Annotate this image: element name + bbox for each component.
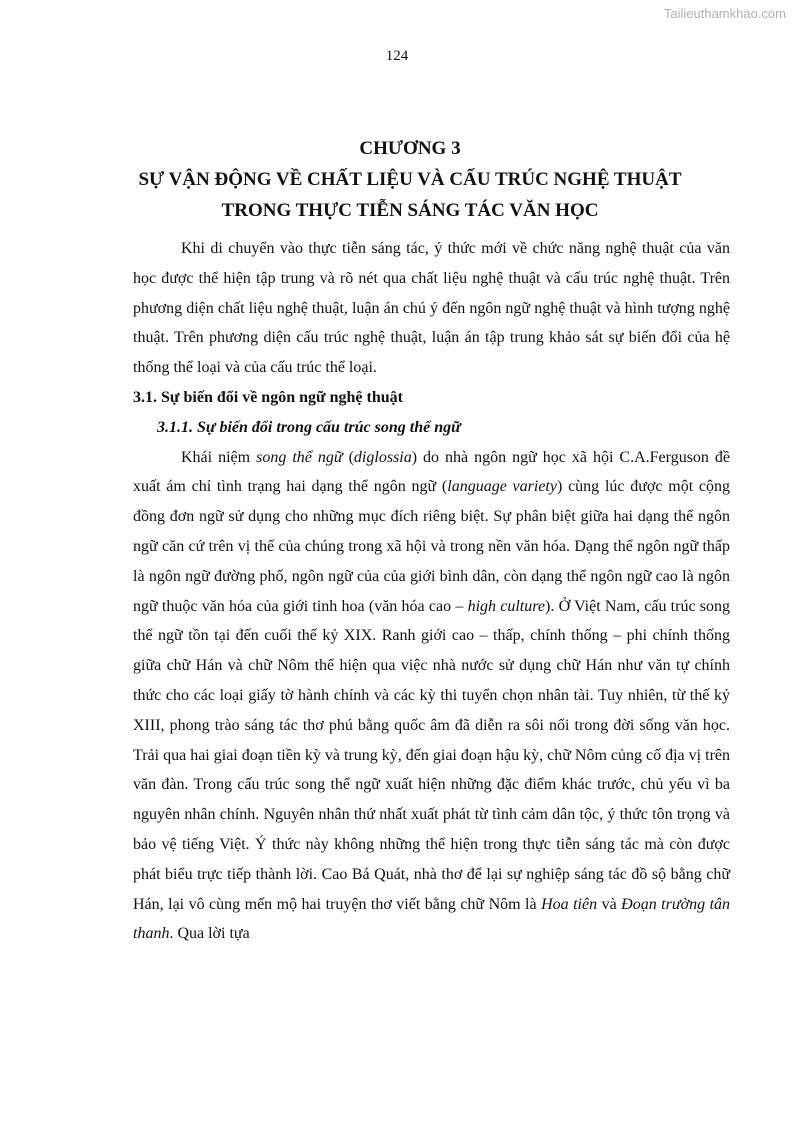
italic-term: language variety — [447, 478, 557, 496]
text-run: . Qua lời tựa — [169, 925, 250, 943]
intro-paragraph: Khi di chuyển vào thực tiễn sáng tác, ý thức mới về chức năng nghệ thuật của văn học được thể hiện tập trung và rõ nét qua chất liệu nghệ thuật và cấu trúc nghệ thuật. Trên phương diện chất liệu nghệ thuật, luận án chú ý đến ngôn ngữ nghệ thuật và hình tượng nghệ thuật. Trên phương diện cấu trúc nghệ thuật, luận án tập trung khảo sát sự biến đổi của hệ thống thể loại và của cấu trúc thể loại. — [133, 240, 730, 377]
italic-term: high culture — [467, 597, 545, 615]
chapter-number: CHƯƠNG 3 — [359, 138, 461, 159]
chapter-title-line-1: SỰ VẬN ĐỘNG VỀ CHẤT LIỆU VÀ CẤU TRÚC NGHỆ THUẬT — [138, 169, 682, 190]
section-heading: 3.1. Sự biến đổi về ngôn ngữ nghệ thuật — [133, 388, 403, 406]
page-number: 124 — [385, 48, 409, 64]
watermark: Tailieuthamkhao.com — [663, 6, 786, 21]
italic-title: Hoa tiên — [541, 895, 598, 913]
text-run: ( — [342, 448, 354, 466]
text-run: ) cùng lúc được một cộng đồng đơn ngữ sử dụng cho những mục đích riêng biệt. Sự phân biệt giữa hai dạng thể ngôn ngữ căn cứ trên vị thế của chúng trong xã hội và trong nền văn hóa. Dạng thể ngôn ngữ thấp là ngôn ngữ đường phố, ngôn ngữ của của giới bình dân, còn dạng thể ngôn ngữ cao là ngôn ngữ thuộc văn hóa của giới tinh hoa (văn hóa cao – — [133, 478, 731, 615]
text-run: ) do nhà ngôn ngữ học xã hội C.A.Ferguson đề xuất ám chỉ tình trạng hai dạng thể ngôn ngữ ( — [133, 448, 731, 496]
main-paragraph — [133, 443, 730, 950]
italic-title: Đoạn trường tân thanh — [133, 895, 731, 943]
text-run: Khái niệm — [181, 448, 257, 466]
text-run: và — [597, 895, 622, 913]
italic-term: song thể ngữ — [256, 448, 343, 466]
text-run: ). Ở Việt Nam, cấu trúc song thể ngữ tồn tại đến cuối thế kỷ XIX. Ranh giới cao – thấp, chính thống – phi chính thống giữa chữ Hán và chữ Nôm thể hiện qua việc nhà nước sử dụng chữ Hán như văn tự chính thức cho các loại giấy tờ hành chính và các kỳ thi tuyển chọn nhân tài. Tuy nhiên, từ thế kỷ XIII, phong trào sáng tác thơ phú bằng quốc âm đã diễn ra sôi nổi trong đời sống văn học. Trải qua hai giai đoạn tiền kỳ và trung kỳ, đến giai đoạn hậu kỳ, chữ Nôm củng cố địa vị trên văn đàn. Trong cấu trúc song thể ngữ xuất hiện những đặc điểm khác trước, chủ yếu vì ba nguyên nhân chính. Nguyên nhân thứ nhất xuất phát từ tình cảm dân tộc, ý thức tôn trọng và bảo vệ tiếng Việt. Ý thức này không những thể hiện trong thực tiễn sáng tác mà còn được phát biểu trực tiếp thành lời. Cao Bá Quát, nhà thơ để lại sự nghiệp sáng tác đồ sộ bằng chữ Hán, lại vô cùng mến mộ hai truyện thơ viết bằng chữ Nôm là — [133, 597, 731, 913]
italic-term: diglossia — [353, 448, 412, 466]
chapter-heading — [100, 133, 720, 226]
subsection-heading: 3.1.1. Sự biến đổi trong cấu trúc song thể ngữ — [157, 418, 461, 436]
body-text — [133, 234, 730, 949]
chapter-title-line-2: TRONG THỰC TIỄN SÁNG TÁC VĂN HỌC — [221, 200, 599, 221]
